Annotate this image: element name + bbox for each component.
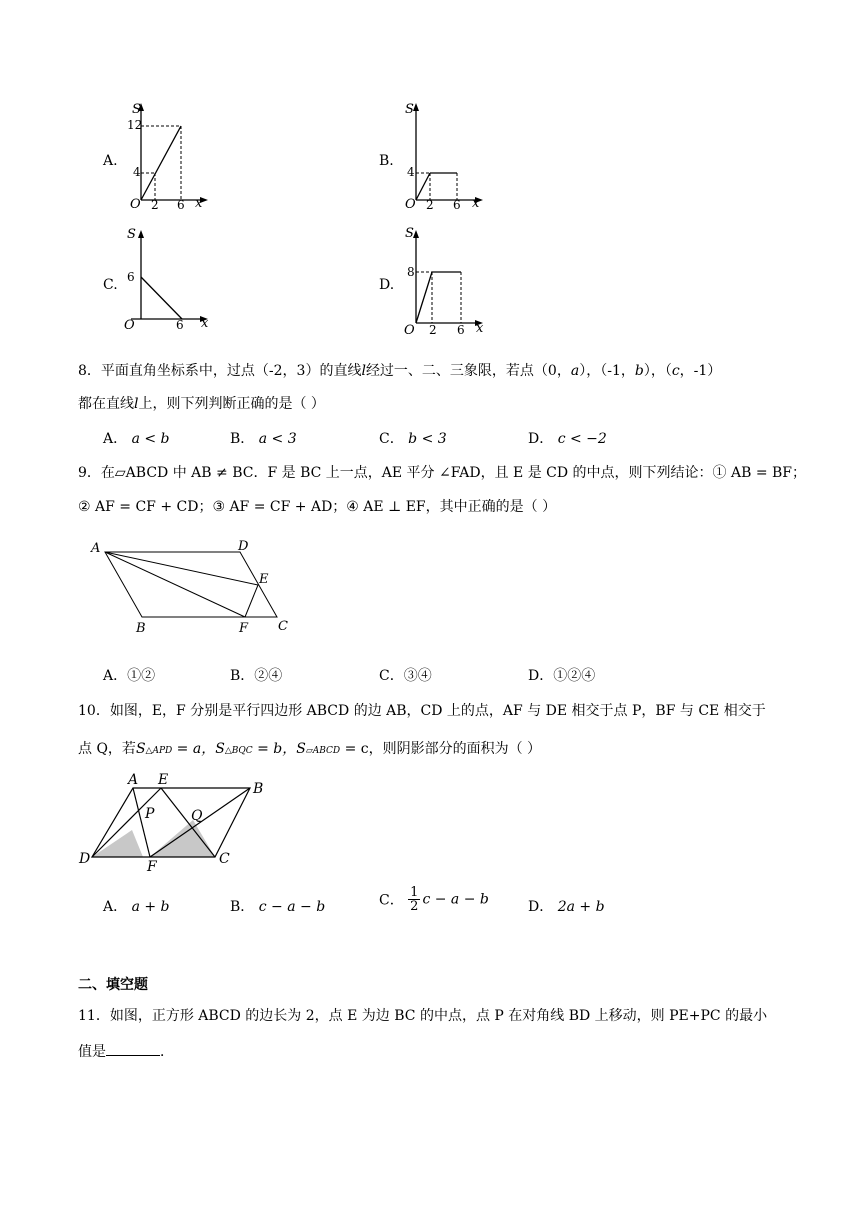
q9-choice-b-label: B． [230, 668, 255, 684]
q9-point-d: D [238, 539, 249, 554]
q8-line2 [78, 393, 325, 413]
graph-d-xtick-2: 2 [429, 323, 437, 337]
graph-a-ylabel: S [132, 102, 141, 117]
graph-c-origin: O [124, 318, 135, 333]
graph-c-xlabel: x [201, 316, 209, 331]
q9-choice-a-expr: ①② [127, 668, 156, 684]
graph-b-xtick-2: 2 [426, 198, 434, 212]
q9-point-e: E [259, 572, 269, 587]
option-a-label: A. [103, 153, 118, 169]
q9-line1: 9．在▱ABCD 中 AB ≠ BC．F 是 BC 上一点，AE 平分 ∠FAD，且 E 是 CD 的中点，则下列结论：① AB = BF； [78, 465, 807, 481]
q11-period: ． [160, 1044, 174, 1060]
graph-d-ytick-8: 8 [407, 265, 415, 279]
graph-b-ytick-4: 4 [407, 165, 415, 179]
graph-a-origin: O [130, 197, 141, 212]
q10-choice-c-label: C． [379, 892, 404, 909]
graph-d-xlabel: x [476, 321, 484, 336]
q9-choice-a-label: A． [103, 668, 128, 684]
q10-point-p: P [145, 806, 155, 822]
q9-line2: ② AF = CF + CD；③ AF = CF + AD；④ AE ⊥ EF，其中正确的是（ ） [78, 499, 557, 515]
graph-a-ytick-12: 12 [127, 118, 143, 132]
q11-line2 [78, 1041, 174, 1061]
q8-choice-b-expr: a < 3 [258, 431, 297, 447]
q8-text-4: ），（ [643, 363, 672, 379]
graph-c-ylabel: S [127, 227, 136, 242]
q8-var-l: l [361, 363, 366, 379]
graph-b-xlabel: x [472, 196, 480, 211]
q8-text-1: 8．平面直角坐标系中，过点（-2，3）的直线 [78, 363, 362, 379]
graph-b-origin: O [405, 197, 416, 212]
q10-s3-val: = c，则阴影部分的面积为（ ） [340, 741, 542, 757]
q10-point-b: B [253, 781, 264, 797]
q9-choice-c[interactable] [379, 665, 432, 685]
q10-s2: S [215, 741, 225, 757]
q10-point-c: C [219, 851, 230, 867]
q10-s3-sub: ▱ABCD [305, 746, 341, 756]
q10-line2 [78, 738, 541, 758]
q9-choice-c-label: C． [379, 668, 404, 684]
q10-point-d: D [79, 851, 91, 867]
q10-choice-d-expr: 2a + b [557, 899, 605, 915]
q8-var-b: b [634, 363, 644, 379]
q10-s2-sub: △BQC [224, 746, 253, 756]
graph-d-origin: O [404, 323, 415, 338]
q10-choice-b-expr: c − a − b [258, 899, 326, 915]
q11-line1: 11．如图，正方形 ABCD 的边长为 2，点 E 为边 BC 的中点，点 P 在对角线 BD 上移动，则 PE+PC 的最小 [78, 1008, 768, 1024]
q10-choice-b[interactable] [230, 896, 325, 916]
fraction-denominator: 2 [410, 899, 419, 914]
graph-b-ylabel: S [405, 102, 414, 117]
graph-d-xtick-6: 6 [457, 323, 465, 337]
q9-point-a: A [91, 541, 101, 556]
q9-choice-c-expr: ③④ [403, 668, 432, 684]
q11-text: 值是 [78, 1044, 106, 1060]
q8-text-7: 上，则下列判断正确的是（ ） [138, 396, 325, 412]
graph-d-ylabel: S [405, 226, 414, 241]
q8-choice-c-expr: b < 3 [408, 431, 447, 447]
q8-line1 [78, 360, 721, 380]
q8-choice-b[interactable] [230, 428, 297, 448]
q8-choice-d-label: D． [528, 431, 554, 447]
q9-choice-a[interactable] [103, 665, 155, 685]
q9-choice-b-expr: ②④ [254, 668, 283, 684]
q8-var-a: a [570, 363, 580, 379]
q8-choice-b-label: B． [230, 431, 255, 447]
q10-choice-b-label: B． [230, 899, 255, 915]
option-c-label: C. [103, 277, 118, 293]
q8-text-6: 都在直线 [78, 396, 134, 412]
q10-s1: S [135, 741, 146, 757]
q10-s3: S [296, 741, 306, 757]
q11-answer-blank[interactable] [106, 1043, 160, 1056]
q9-point-c: C [278, 619, 288, 634]
graph-a-xtick-2: 2 [151, 198, 159, 212]
q8-choice-d[interactable] [528, 428, 607, 448]
q8-text-3: ），（-1， [579, 363, 635, 379]
q10-choice-c-expr: c − a − b [422, 891, 489, 908]
q10-choice-c[interactable] [379, 886, 489, 913]
graph-c-ytick-6: 6 [127, 270, 135, 284]
q10-point-q: Q [191, 808, 203, 824]
graph-b-xtick-6: 6 [453, 198, 461, 212]
q10-s1-val: = a， [172, 741, 216, 757]
q8-choice-c-label: C． [379, 431, 404, 447]
q9-choice-d-label: D． [528, 668, 554, 684]
q10-point-f: F [147, 859, 157, 875]
graph-c-xtick-6: 6 [176, 318, 184, 332]
q10-line1: 10．如图，E，F 分别是平行四边形 ABCD 的边 AB，CD 上的点，AF 与 DE 相交于点 P，BF 与 CE 相交于 [78, 703, 766, 719]
q9-choice-b[interactable] [230, 665, 282, 685]
graph-a-ytick-4: 4 [133, 165, 141, 179]
q10-choice-d[interactable] [528, 896, 605, 916]
q8-choice-a-label: A． [103, 431, 128, 447]
q8-text-2: 经过一、二、三象限，若点（0， [365, 363, 571, 379]
fraction-numerator: 1 [410, 885, 419, 900]
q10-choice-c-fraction [408, 886, 420, 913]
option-d-label: D. [379, 277, 395, 293]
q8-choice-d-expr: c < −2 [557, 431, 607, 447]
q10-s1-sub: △APD [145, 746, 173, 756]
q10-figure [78, 770, 278, 870]
q10-choice-a[interactable] [103, 896, 170, 916]
q10-s2-val: = b， [252, 741, 297, 757]
q10-choice-d-label: D． [528, 899, 554, 915]
q9-point-b: B [136, 621, 146, 636]
q8-text-5: ，-1） [679, 363, 722, 379]
q8-choice-c[interactable] [379, 428, 447, 448]
section-heading-fill-in: 二、填空题 [78, 977, 148, 993]
q8-choice-a-expr: a < b [131, 431, 170, 447]
q9-choice-d-expr: ①②④ [553, 668, 596, 684]
q10-point-a: A [128, 772, 139, 788]
graph-a-xtick-6: 6 [177, 198, 185, 212]
q9-figure [85, 535, 305, 640]
graph-a-xlabel: x [195, 196, 203, 211]
option-b-label: B. [379, 153, 394, 169]
q8-choice-a[interactable] [103, 428, 170, 448]
q10-choice-a-label: A． [103, 899, 128, 915]
q10-choice-a-expr: a + b [131, 899, 170, 915]
q9-point-f: F [239, 621, 249, 636]
q8-var-l2: l [134, 396, 139, 412]
q10-text-1: 点 Q，若 [78, 741, 136, 757]
q9-choice-d[interactable] [528, 665, 595, 685]
q10-point-e: E [158, 772, 169, 788]
q8-var-c: c [671, 363, 680, 379]
